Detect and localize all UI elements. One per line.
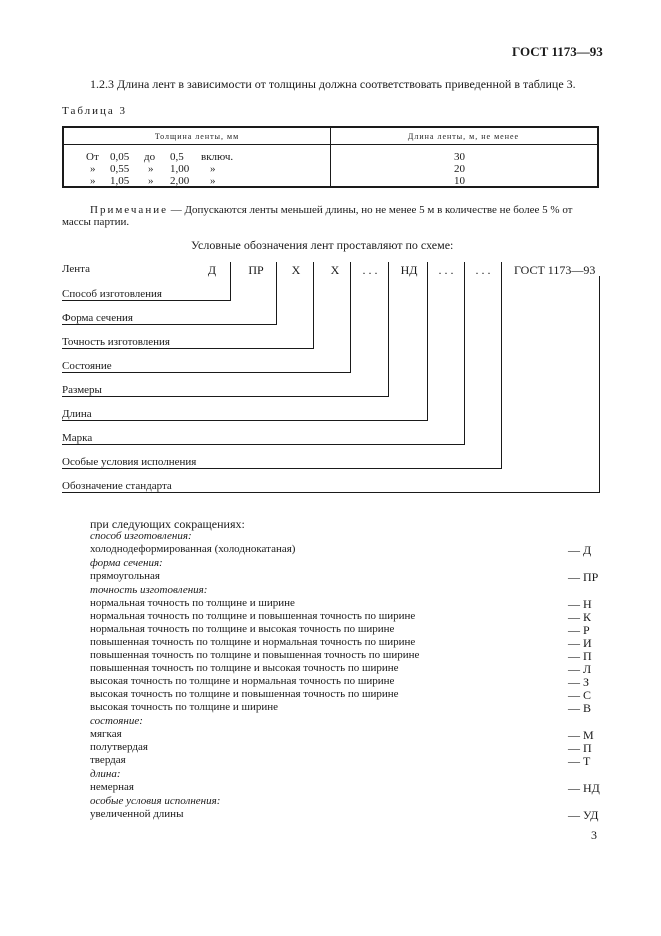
abbr-item-label: прямоугольная xyxy=(90,570,160,582)
document-id: ГОСТ 1173—93 xyxy=(512,44,603,59)
scheme-label: Длина xyxy=(62,408,92,420)
leader-h xyxy=(62,468,502,469)
row-prefix: » xyxy=(90,163,96,175)
scheme-code: НД xyxy=(400,263,418,277)
leader-v xyxy=(599,276,600,493)
row-connector: » xyxy=(148,175,154,187)
scheme-code: ГОСТ 1173—93 xyxy=(514,263,596,277)
abbr-group-title: особые условия исполнения: xyxy=(90,795,221,807)
abbr-item-code: — З xyxy=(568,675,590,689)
abbr-item-code: — ПР xyxy=(568,570,599,584)
leader-h xyxy=(62,324,277,325)
abbr-item-code: — С xyxy=(568,688,592,702)
row-connector: » xyxy=(148,163,154,175)
leader-v xyxy=(388,276,389,397)
scheme-label: Обозначение стандарта xyxy=(62,480,172,492)
scheme-label: Точность изготовления xyxy=(62,336,170,348)
note-text: — Допускаются ленты меньшей длины, но не менее 5 м в количестве не более 5 % от xyxy=(167,204,573,216)
abbr-item-label: высокая точность по толщине и ширине xyxy=(90,701,279,713)
leader-v xyxy=(501,276,502,469)
abbr-item-code: — Р xyxy=(568,623,590,637)
abbr-item-label: повышенная точность по толщине и повышенная точность по ширине xyxy=(90,649,420,661)
note-line-2: массы партии. xyxy=(62,216,130,228)
abbr-item-label: повышенная точность по толщине и высокая точность по ширине xyxy=(90,662,399,674)
scheme-tick xyxy=(427,262,428,276)
leader-v xyxy=(350,276,351,373)
abbr-item-label: немерная xyxy=(90,781,134,793)
scheme-code: . . . xyxy=(475,263,491,277)
abbr-item-code: — И xyxy=(568,636,592,650)
abbr-item-code: — Д xyxy=(568,543,592,557)
abbr-item-label: увеличенной длины xyxy=(90,808,184,820)
table-header-length: Длина ленты, м, не менее xyxy=(407,132,520,141)
abbr-item-label: мягкая xyxy=(90,728,122,740)
leader-h xyxy=(62,348,314,349)
row-prefix: От xyxy=(86,151,99,163)
abbr-group-title: состояние: xyxy=(90,715,143,727)
table-header-divider xyxy=(64,144,597,145)
thickness-from: 1,05 xyxy=(110,175,130,187)
scheme-code: Х xyxy=(291,263,301,277)
abbr-item-code: — Т xyxy=(568,754,591,768)
scheme-lenta: Лента xyxy=(62,263,90,275)
length-value: 10 xyxy=(454,175,465,187)
abbr-group-title: способ изготовления: xyxy=(90,530,192,542)
leader-v xyxy=(464,276,465,445)
scheme-label: Состояние xyxy=(62,360,112,372)
length-value: 30 xyxy=(454,151,465,163)
scheme-tick xyxy=(276,262,277,276)
page-number: 3 xyxy=(591,828,597,842)
scheme-tick xyxy=(313,262,314,276)
scheme-code: ПР xyxy=(248,263,264,277)
leader-h xyxy=(62,396,389,397)
note-label: Примечание xyxy=(90,204,168,216)
scheme-label: Размеры xyxy=(62,384,102,396)
abbr-item-label: нормальная точность по толщине и ширине xyxy=(90,597,295,609)
scheme-label: Особые условия исполнения xyxy=(62,456,197,468)
abbr-item-label: высокая точность по толщине и нормальная точность по ширине xyxy=(90,675,395,687)
abbr-item-code: — М xyxy=(568,728,594,742)
scheme-code: Х xyxy=(330,263,340,277)
abbr-item-code: — К xyxy=(568,610,592,624)
table-3 xyxy=(62,126,599,188)
length-value: 20 xyxy=(454,163,465,175)
row-suffix: включ. xyxy=(201,151,234,163)
leader-v xyxy=(313,276,314,349)
leader-h xyxy=(62,492,600,493)
abbr-item-label: нормальная точность по толщине и высокая точность по ширине xyxy=(90,623,395,635)
abbr-item-code: — В xyxy=(568,701,592,715)
abbr-item-code: — П xyxy=(568,741,592,755)
leader-h xyxy=(62,444,465,445)
scheme-label: Способ изготовления xyxy=(62,288,162,300)
scheme-tick xyxy=(501,262,502,276)
scheme-tick xyxy=(464,262,465,276)
row-prefix: » xyxy=(90,175,96,187)
thickness-to: 1,00 xyxy=(170,163,190,175)
leader-h xyxy=(62,420,428,421)
abbr-item-label: высокая точность по толщине и повышенная точность по ширине xyxy=(90,688,399,700)
abbr-group-title: точность изготовления: xyxy=(90,584,208,596)
row-connector: до xyxy=(144,151,156,163)
leader-h xyxy=(62,300,231,301)
abbr-item-label: холоднодеформированная (холоднокатаная) xyxy=(90,543,296,555)
abbr-item-code: — Н xyxy=(568,597,592,611)
scheme-label: Марка xyxy=(62,432,93,444)
abbr-intro: при следующих сокращениях: xyxy=(90,517,245,531)
scheme-tick xyxy=(350,262,351,276)
abbr-item-code: — Л xyxy=(568,662,592,676)
table-caption: Таблица 3 xyxy=(62,105,128,117)
scheme-code: . . . xyxy=(438,263,454,277)
leader-v xyxy=(276,276,277,325)
row-suffix: » xyxy=(210,175,216,187)
scheme-intro: Условные обозначения лент проставляют по схеме: xyxy=(191,238,454,252)
abbr-item-code: — УД xyxy=(568,808,599,822)
leader-v xyxy=(230,276,231,301)
abbr-item-code: — НД xyxy=(568,781,600,795)
table-header-thickness: Толщина ленты, мм xyxy=(154,132,240,141)
paragraph-1-2-3: 1.2.3 Длина лент в зависимости от толщины должна соответствовать приведенной в таблице 3. xyxy=(90,77,576,91)
scheme-code: Д xyxy=(207,263,217,277)
note-line-1 xyxy=(90,204,572,216)
scheme-code: . . . xyxy=(362,263,378,277)
abbr-group-title: форма сечения: xyxy=(90,557,163,569)
row-suffix: » xyxy=(210,163,216,175)
abbr-item-label: твердая xyxy=(90,754,126,766)
thickness-to: 0,5 xyxy=(170,151,184,163)
scheme-label: Форма сечения xyxy=(62,312,133,324)
thickness-from: 0,55 xyxy=(110,163,130,175)
abbr-item-label: повышенная точность по толщине и нормальная точность по ширине xyxy=(90,636,416,648)
thickness-to: 2,00 xyxy=(170,175,190,187)
abbr-item-label: полутвердая xyxy=(90,741,148,753)
leader-h xyxy=(62,372,351,373)
thickness-from: 0,05 xyxy=(110,151,130,163)
abbr-group-title: длина: xyxy=(90,768,121,780)
abbr-item-code: — П xyxy=(568,649,592,663)
scheme-tick xyxy=(230,262,231,276)
scheme-tick xyxy=(388,262,389,276)
leader-v xyxy=(427,276,428,421)
abbr-item-label: нормальная точность по толщине и повышенная точность по ширине xyxy=(90,610,416,622)
